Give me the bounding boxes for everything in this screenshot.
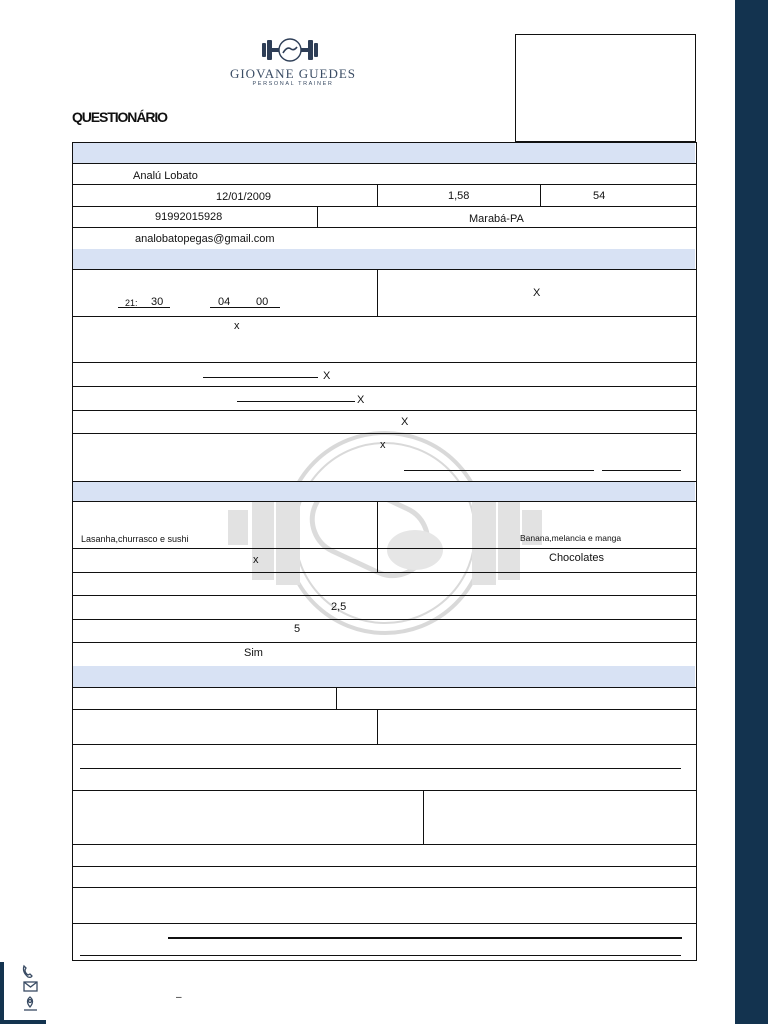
answer-underline [203,377,318,378]
row-divider [72,316,696,317]
row-divider [72,362,696,363]
column-divider [377,184,378,206]
answer-underline [404,470,594,471]
row-divider [72,481,696,482]
contact-icons [0,962,46,1024]
row-divider [72,744,696,745]
brand-name: GIOVANE GUEDES [229,66,357,81]
food-value: 5 [294,623,301,635]
row-divider [72,866,696,867]
row-divider [72,433,696,434]
row-divider [72,619,696,620]
row-divider [72,844,696,845]
habit-mark: X [533,287,541,299]
row-divider [72,572,696,573]
column-divider [423,790,424,844]
food-mark: x [253,554,259,566]
row-divider [72,269,696,270]
row-divider [72,790,696,791]
sweets-value: Chocolates [549,552,605,564]
signature-underline [168,937,682,939]
row-divider [72,206,696,207]
name-value: Analú Lobato [133,170,198,182]
row-divider [72,595,696,596]
habit-mark: X [323,370,331,382]
row-divider [72,709,696,710]
row-divider [72,501,696,502]
wake-minute-value: 00 [256,296,269,308]
answer-underline [80,768,681,769]
row-divider [72,410,696,411]
city-value: Marabá-PA [469,213,524,225]
row-divider [72,887,696,888]
footer-dash: – [176,992,182,1003]
photo-box [515,34,696,142]
food-value: 2,5 [331,601,347,613]
section-band-habits [73,249,695,269]
row-divider [72,227,696,228]
food-value: Sim [244,647,263,659]
liked-dishes-value: Lasanha,churrasco e sushi [81,534,189,544]
section-band-personal [73,143,695,163]
sleep-minute-value: 30 [151,296,164,308]
habit-mark: x [380,439,386,451]
row-divider [72,687,696,688]
row-divider [72,184,696,185]
height-value: 1,58 [448,190,470,202]
right-sidebar-stripe [735,0,768,1024]
brand-tagline: PERSONAL TRAINER [252,81,334,87]
section-band-food [73,481,695,501]
liked-fruits-value: Banana,melancia e manga [520,533,622,543]
sleep-hour-value: 21: [125,298,138,308]
column-divider [377,709,378,744]
phone-value: 91992015928 [155,211,223,223]
column-divider [377,501,378,572]
column-divider [540,184,541,206]
birth-date-value: 12/01/2009 [216,191,272,203]
row-divider [72,923,696,924]
habit-mark: x [234,320,240,332]
habit-mark: X [357,394,365,406]
habit-mark: X [401,416,409,428]
column-divider [317,206,318,227]
weight-value: 54 [593,190,606,202]
answer-underline [602,470,681,471]
page-title: QUESTIONÁRIO [72,109,167,125]
email-value: analobatopegas@gmail.com [135,233,275,245]
wake-hour-value: 04 [218,296,231,308]
answer-underline [80,955,681,956]
section-band-health [73,666,695,687]
answer-underline [237,401,355,402]
row-divider [72,386,696,387]
row-divider [72,548,696,549]
row-divider [72,642,696,643]
column-divider [336,687,337,709]
column-divider [377,269,378,316]
row-divider [72,163,696,164]
